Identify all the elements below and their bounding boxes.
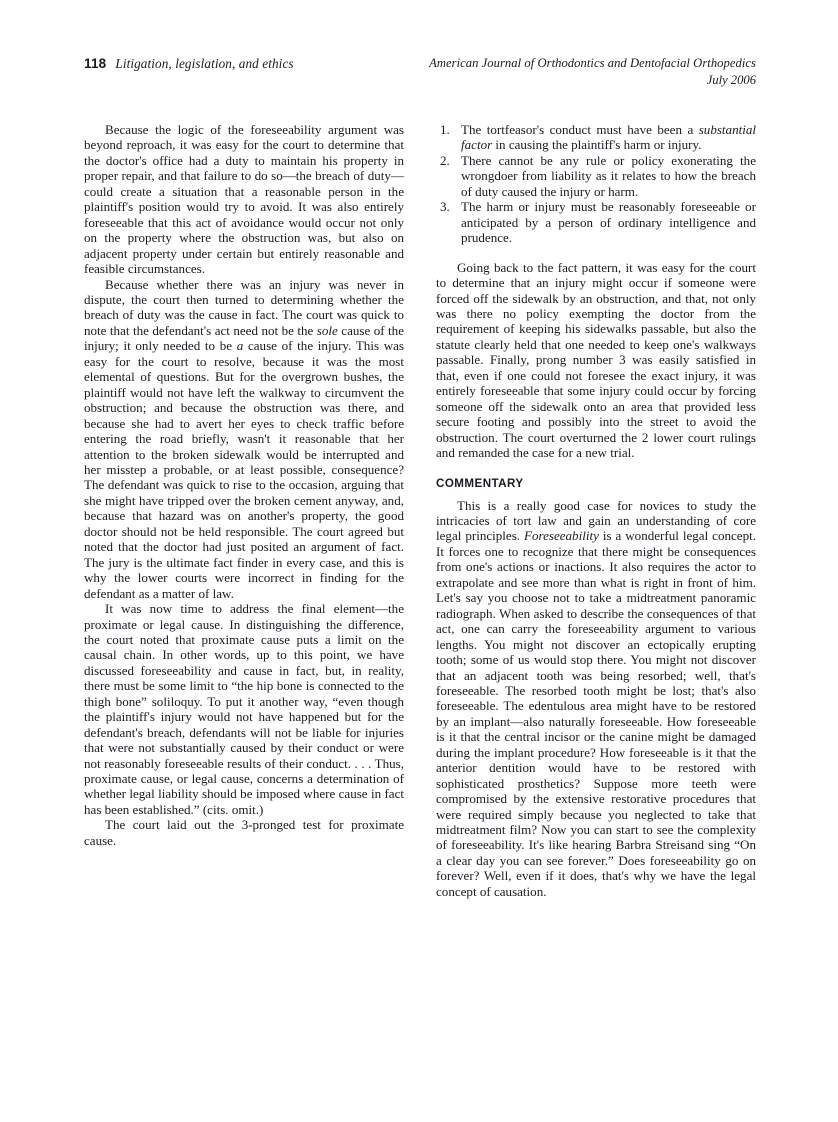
- journal-name: American Journal of Orthodontics and Dentofacial Orthopedics: [429, 56, 756, 70]
- paragraph: Going back to the fact pattern, it was easy for the court to determine that an injury might occur if someone were forced off the sidewalk by an obstruction, and that, not only was there no policy exempting the doctor from the requirement of keeping his sidewalks passable, but also the statute clearly held that one needed to keep one's walkways passable. Finally, prong number 3 was easily satisfied in that, even if one could not foresee the exact injury, it was entirely foreseeable that some injury could occur by forcing someone off the sidewalk onto an area that provided less secure footing and possibly into the street to avoid the obstruction. The court overturned the 2 lower court rulings and remanded the case for a new trial.: [436, 259, 756, 461]
- left-column-paragraphs: [84, 122, 404, 848]
- list-item: The harm or injury must be reasonably foreseeable or anticipated by a person of ordinary intelligence and prudence.: [461, 199, 756, 246]
- right-column-paragraphs-before-heading: [436, 260, 756, 461]
- section-title: Litigation, legislation, and ethics: [115, 56, 294, 71]
- running-head-right: [429, 56, 756, 88]
- list-item: The tortfeasor's conduct must have been a substantial factor in causing the plaintiff's harm or injury.: [461, 122, 756, 153]
- commentary-heading: COMMENTARY: [436, 476, 524, 490]
- paragraph: It was now time to address the final element—the proximate or legal cause. In distinguishing the difference, the court noted that proximate cause puts a limit on the causal chain. In other words, up to this point, we have discussed foreseeability and cause in fact, but, in reality, there must be some limit to “the hip bone is connected to the thigh bone” soliloquy. To put it another way, “even though the plaintiff's injury would not have happened but for the defendant's breach, defendants will not be liable for injuries that were not substantially caused by their conduct or were not reasonably foreseeable results of their conduct. . . . Thus, proximate cause, or legal cause, concerns a determination of whether legal liability should be imposed where cause in fact has been established.” (cits. omit.): [84, 601, 404, 817]
- right-column: [436, 122, 756, 899]
- emphasis-text: sole: [316, 322, 338, 338]
- emphasis-text: a: [236, 338, 244, 354]
- right-column-paragraphs-after-heading: [436, 498, 756, 900]
- paragraph: Because whether there was an injury was never in dispute, the court then turned to determining whether the breach of duty was the cause in fact. The court was quick to note that the defendant's act need not be the sole cause of the injury; it only needed to be a cause of the injury. This was easy for the court to resolve, because it was the most elemental of questions. But for the overgrown bushes, the plaintiff would not have left the walkway to circumvent the obstruction; and because the obstruction was there, and because she had to avert her eyes to check traffic before entering the road briefly, wasn't it reasonable that her attention to the broken sidewalk would be interrupted and her misstep a probable, or at least possible, consequence? The defendant was quick to rise to the occasion, arguing that she might have tripped over the broken cement anyway, and, because that hazard was on another's property, the good doctor should not be held responsible. The court agreed but noted that the doctor had just posited an argument of fact. The jury is the ultimate fact finder in every case, and this is why the lower courts were incorrect in finding for the defendant as a matter of law.: [84, 276, 404, 601]
- emphasis-text: substantial factor: [461, 122, 756, 153]
- running-head: [84, 56, 756, 102]
- running-head-left: [84, 56, 294, 72]
- spacer-after-heading: [436, 490, 756, 498]
- issue-date: July 2006: [706, 73, 756, 87]
- paragraph: Because the logic of the foreseeability argument was beyond reproach, it was easy for the court to determine that the doctor's office had a duty to maintain his property in proper repair, and that failure to do so—the breach of duty— could create a situation that a reasonable person in the plaintiff's position would try to avoid. It was also entirely foreseeable that this act of avoidance would occur not only on the property where the obstruction was, but also on adjacent property under certain but entirely reasonable and feasible circumstances.: [84, 122, 404, 277]
- pronged-test-list: [436, 122, 756, 246]
- spacer-after-list: [436, 246, 756, 260]
- left-column: [84, 122, 404, 848]
- page-number: 118: [84, 56, 107, 71]
- emphasis-text: Foreseeability: [524, 528, 599, 544]
- paragraph: The court laid out the 3-pronged test for proximate cause.: [84, 817, 404, 848]
- paragraph: This is a really good case for novices to study the intricacies of tort law and gain an understanding of core legal principles. Foreseeability is a wonderful legal concept. It forces one to recognize that there might be consequences from one's actions or inactions. It also requires the actor to extrapolate and see more than what is right in front of him. Let's say you choose not to take a midtreatment panoramic radiograph. When asked to describe the consequences of that act, one can carry the foreseeability argument to various lengths. You might not discover an ectopically erupting tooth; some of us would stop there. You might not discover that an adjacent tooth was being resorbed; well, that's foreseeable. The resorbed tooth might be lost; that's also foreseeable. The edentulous area might have to be restored by an implant—also naturally foreseeable. How foreseeable is it that the central incisor or the canine might be damaged during the implant procedure? How foreseeable is it that the anterior dentition would have to be restored with sophisticated prosthetics? Suppose more teeth were compromised by the extensive restorative procedures that were required simply because you neglected to take that midtreatment film? Now you can start to see the complexity of foreseeability. It's like hearing Barbra Streisand sing “On a clear day you can see forever.” Does foreseeability go on forever? Well, even if it does, that's why we have the legal concept of causation.: [436, 497, 756, 899]
- list-item: There cannot be any rule or policy exonerating the wrongdoer from liability as it relates to how the breach of duty caused the injury or harm.: [461, 152, 756, 199]
- spacer-before-heading: [436, 461, 756, 477]
- body-columns: [84, 122, 756, 1072]
